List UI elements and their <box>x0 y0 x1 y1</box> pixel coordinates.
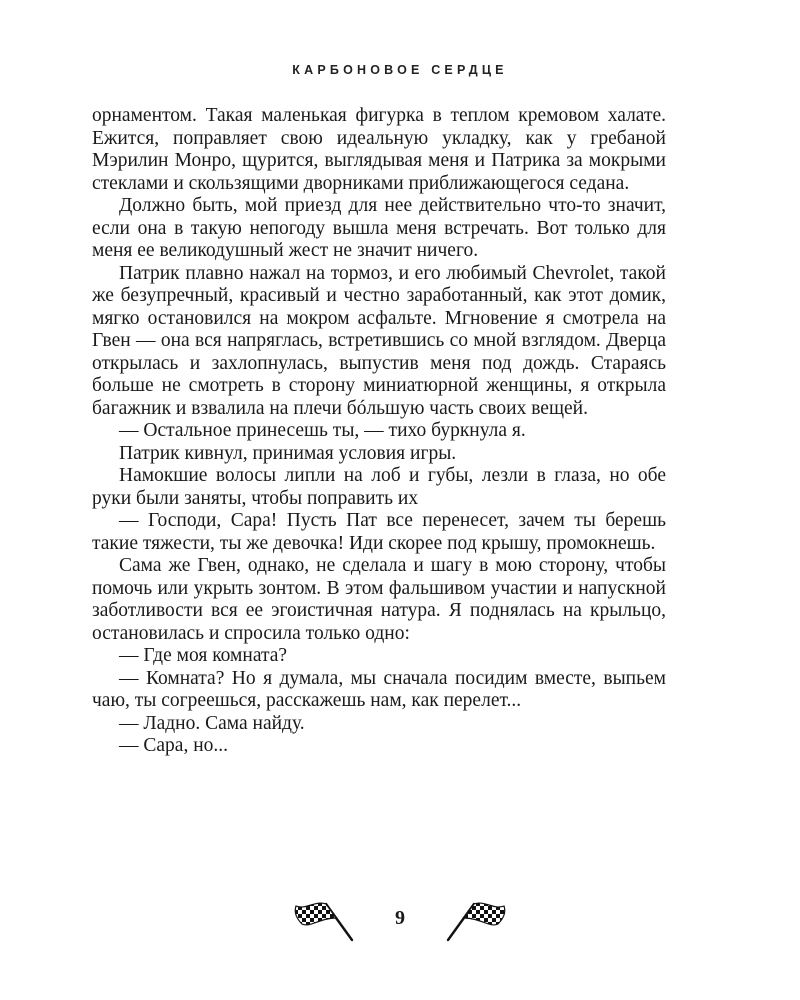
page-number: 9 <box>395 907 405 929</box>
dialogue-line: — Ладно. Сама найду. <box>119 712 305 734</box>
dialogue-line: — Господи, Сара! Пусть Пат все перенесет, зачем ты берешь такие тяжести, ты же девочка! Иди скорее под крышу, промокнешь. <box>92 510 666 554</box>
page-body-text <box>92 105 666 758</box>
paragraph: Намокшие волосы липли на лоб и губы, лезли в глаза, но обе руки были заняты, чтобы поправить их <box>92 465 666 509</box>
paragraph: орнаментом. Такая маленькая фигурка в теплом кремовом халате. Ежится, поправляет свою идеальную укладку, как у гребаной Мэрилин Монро, щурится, выглядывая меня и Патрика за мокрыми стеклами и скользящими дворниками приближающегося седана. <box>92 105 666 194</box>
paragraph: Должно быть, мой приезд для нее действительно что-то значит, если она в такую непогоду вышла меня встречать. Вот только для меня ее великодушный жест не значит ничего. <box>92 195 666 261</box>
dialogue-line: — Остальное принесешь ты, — тихо буркнула я. <box>119 420 526 441</box>
dialogue-line: — Сара, но... <box>119 735 229 756</box>
dialogue-line: — Где моя комната? <box>119 645 288 666</box>
dialogue-line: — Комната? Но я думала, мы сначала посидим вместе, выпьем чаю, ты согреешься, расскажешь нам, как перелет... <box>92 667 666 711</box>
paragraph: Патрик плавно нажал на тормоз, и его любимый Chevrolet, такой же безупречный, красивый и честно заработанный, как этот домик, мягко остановился на мокром асфальте. Мгновение я смотрела на Гвен — она вся напряглась, встретившись со мной взглядом. Дверца открылась и захлопнулась, выпустив меня под дождь. Стараясь больше не смотреть в сторону миниатюрной женщины, я открыла багажник и взвалила на плечи бóльшую часть своих вещей. <box>92 262 666 419</box>
checkered-flag-icon <box>440 898 510 944</box>
page-footer <box>290 898 510 944</box>
paragraph: Патрик кивнул, принимая условия игры. <box>119 442 457 464</box>
running-title: КАРБОНОВОЕ СЕРДЦЕ <box>292 63 508 77</box>
paragraph: Сама же Гвен, однако, не сделала и шагу в мою сторону, чтобы помочь или укрыть зонтом. В этом фальшивом участии и напускной заботливости вся ее эгоистичная натура. Я поднялась на крыльцо, остановилась и спросила только одно: <box>92 555 666 644</box>
